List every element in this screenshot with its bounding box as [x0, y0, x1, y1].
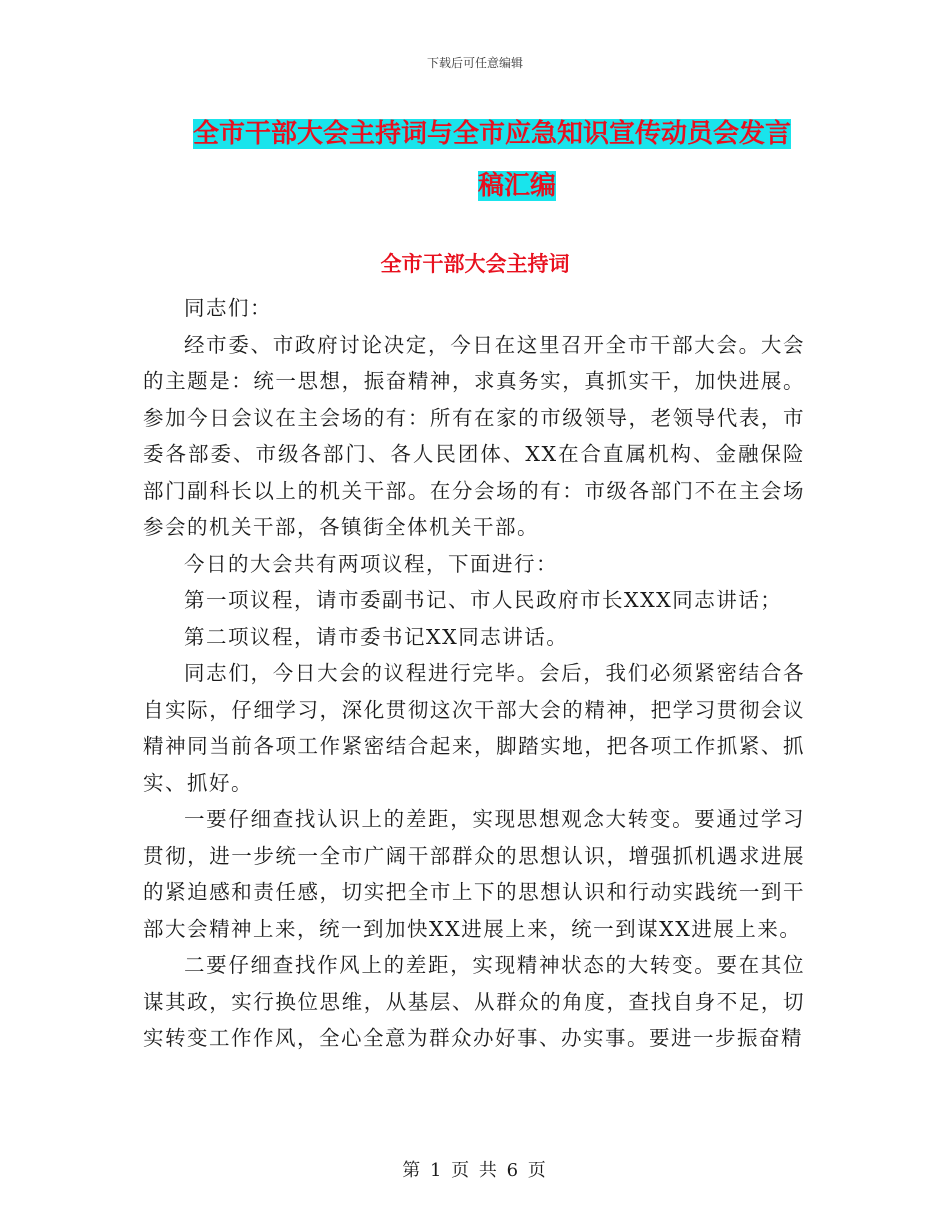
page-number-footer: 第 1 页 共 6 页 — [402, 1160, 548, 1181]
paragraph: 一要仔细查找认识上的差距，实现思想观念大转变。要通过学习贯彻，进一步统一全市广阔干部群众的思想认识，增强抓机遇求进展的紧迫感和责任感，切实把全市上下的思想认识和行动实践统一到干部大会精神上来，统一到加快XX进展上来，统一到谋XX进展上来。 — [143, 807, 805, 941]
paragraph: 同志们，今日大会的议程进行完毕。会后，我们必须紧密结合各自实际，仔细学习，深化贯彻这次干部大会的精神，把学习贯彻会议精神同当前各项工作紧密结合起来，脚踏实地，把各项工作抓紧、抓实、抓好。 — [143, 661, 805, 795]
document-title-line-2: 稿汇编 — [477, 171, 556, 201]
paragraph: 二要仔细查找作风上的差距，实现精神状态的大转变。要在其位谋其政，实行换位思维，从基层、从群众的角度，查找自身不足，切实转变工作作风，全心全意为群众办好事、办实事。要进一步振奋精 — [143, 953, 805, 1050]
document-body — [143, 290, 805, 1057]
paragraph-greeting: 同志们： — [184, 296, 272, 320]
section-title: 全市干部大会主持词 — [380, 252, 570, 276]
document-title-line-1: 全市干部大会主持词与全市应急知识宣传动员会发言 — [193, 119, 792, 149]
paragraph: 第一项议程，请市委副书记、市人民政府市长XXX同志讲话； — [184, 588, 783, 612]
paragraph: 今日的大会共有两项议程，下面进行： — [184, 551, 558, 576]
paragraph: 第二项议程，请市委书记XX同志讲话。 — [184, 624, 569, 649]
document-title — [193, 108, 813, 212]
page-header-note: 下载后可任意编辑 — [426, 56, 523, 70]
paragraph: 经市委、市政府讨论决定，今日在这里召开全市干部大会。大会的主题是：统一思想，振奋精神，求真务实，真抓实干，加快进展。参加今日会议在主会场的有：所有在家的市级领导，老领导代表，市委各部委、市级各部门、各人民团体、XX在合直属机构、金融保险部门副科长以上的机关干部。在分会场的有：市级各部门不在主会场参会的机关干部，各镇街全体机关干部。 — [143, 332, 805, 539]
